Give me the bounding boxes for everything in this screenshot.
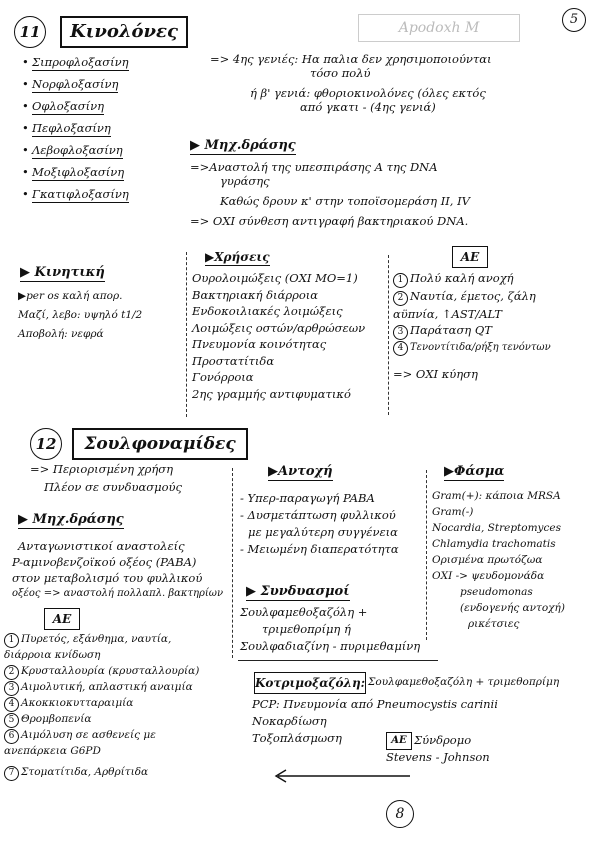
ae-badge: ΑΕ bbox=[386, 732, 412, 750]
list-item: Πνευμονία κοινότητας bbox=[192, 337, 327, 351]
list-item: • Σιπροφλοξασίνη bbox=[22, 55, 129, 77]
kinetics-heading: ▶ Κινητική bbox=[20, 265, 105, 280]
list-item: • Οφλοξασίνη bbox=[22, 99, 129, 121]
section-11-number: 11 bbox=[14, 16, 46, 48]
arrow-icon: ▶ bbox=[190, 138, 205, 153]
resistance-text: - Υπερ-παραγωγή PABA - Δυσμετάπτωση φυλλικού με μεγαλύτερη συγγένεια - Μειωμένη διαπερατότητα bbox=[240, 491, 399, 556]
divider bbox=[186, 252, 187, 417]
cotrimoxazole-uses: PCP: Πνευμονία από Pneumocystis carinii Νοκαρδίωση Τοξοπλάσμωση bbox=[252, 697, 498, 745]
arrow-left-icon bbox=[272, 768, 412, 787]
section-12-title: Σουλφοναμίδες bbox=[72, 428, 248, 460]
section-11-title: Κινολόνες bbox=[60, 16, 188, 48]
list-item: 2ης γραμμής αντιφυματικό bbox=[192, 386, 351, 401]
quinolone-list bbox=[22, 55, 129, 209]
list-item: 2 Κρυσταλλουρία (κρυσταλλουρία) bbox=[4, 664, 219, 680]
uses-list bbox=[192, 270, 365, 402]
arrow-icon: ▶ bbox=[18, 290, 27, 302]
divider bbox=[232, 468, 233, 658]
list-item: Ουρολοιμώξεις (ΟΧΙ ΜΟ=1) bbox=[192, 271, 358, 285]
divider bbox=[238, 660, 438, 661]
divider bbox=[426, 470, 427, 640]
page-number-bottom: 8 bbox=[386, 800, 414, 828]
generation-note: => 4ης γενιές: Ηα παλια δεν χρησιμοποιούνται τόσο πολύ ή β' γενιά: φθοριοκινολόνες (όλες εκτός από γκατι - (4ης γενιά) bbox=[210, 52, 492, 114]
cotrimoxazole-ae: Σύνδρομο Stevens - Johnson bbox=[386, 733, 490, 764]
list-item: Γονόρροια bbox=[192, 370, 254, 384]
ae-list bbox=[393, 270, 583, 382]
list-item: 6 Αιμόλυση σε ασθενείς με ανεπάρκεια G6PD bbox=[4, 728, 156, 757]
cotrimoxazole-title: Κοτριμοξαζόλη: bbox=[254, 672, 366, 694]
list-item: 4 Ακοκκιοκυτταραιμία bbox=[4, 696, 219, 712]
list-item: • Νορφλοξασίνη bbox=[22, 77, 129, 99]
spectrum-heading: ▶Φάσμα bbox=[444, 464, 505, 479]
uses-heading: ▶Χρήσεις bbox=[205, 250, 270, 264]
list-item: 1 Πολύ καλή ανοχή bbox=[393, 270, 583, 288]
kinetics-text: ▶per os καλή απορ. Μαζί, λεβο: υψηλό t1/2 Αποβολή: νεφρά bbox=[18, 290, 143, 340]
arrow-icon: ▶ bbox=[205, 250, 215, 264]
combinations-text: Σουλφαμεθοξαζόλη + τριμεθοπρίμη ή Σουλφαδιαζίνη - πυριμεθαμίνη bbox=[240, 605, 421, 653]
ae-badge: ΑΕ bbox=[452, 246, 488, 268]
list-item: Προστατίτιδα bbox=[192, 353, 275, 368]
list-item: 7 Στοματίτιδα, Αρθρίτιδα bbox=[4, 765, 219, 781]
list-item: Βακτηριακή διάρροια bbox=[192, 287, 319, 302]
ae-list bbox=[4, 632, 219, 781]
page-number-top: 5 bbox=[562, 8, 586, 32]
list-item: • Γκατιφλοξασίνη bbox=[22, 187, 129, 209]
list-item: • Μοξιφλοξασίνη bbox=[22, 165, 129, 187]
divider bbox=[388, 255, 389, 415]
list-item: • Λεβοφλοξασίνη bbox=[22, 143, 129, 165]
list-item: 3 Αιμολυτική, απλαστική αναιμία bbox=[4, 680, 219, 696]
resistance-heading: ▶Αντοχή bbox=[268, 464, 333, 479]
mechanism-text: =>Αναστολή της υπεσπιράσης Α της DNA γυράσης Καθώς δρουν κ' στην τοποϊσομεράση ΙΙ, IV => ΟΧΙ σύνθεση αντιγραφή βακτηριακού DNA. bbox=[190, 160, 470, 228]
arrow-icon: ▶ bbox=[246, 584, 261, 599]
mechanism-heading: ▶ Μηχ.δράσης bbox=[18, 512, 124, 527]
watermark-stamp: Apodoxh M bbox=[358, 14, 520, 42]
section-12-number: 12 bbox=[30, 428, 62, 460]
list-item: Ενδοκοιλιακές λοιμώξεις bbox=[192, 304, 343, 318]
list-item: 2 Ναυτία, έμετος, ζάλη αϋπνία, ↑AST/ALT bbox=[393, 289, 536, 321]
arrow-icon: ▶ bbox=[268, 464, 278, 479]
intro-note: => Περιορισμένη χρήση Πλέον σε συνδυασμούς bbox=[30, 462, 182, 494]
mechanism-text: Ανταγωνιστικοί αναστολείς P-αμινοβενζοϊκού οξέος (PABA) στον μεταβολισμό του φυλλικού οξέος => αναστολή πολλαπλ. βακτηρίων bbox=[12, 539, 224, 599]
list-item: 1 Πυρετός, εξάνθημα, ναυτία, διάρροια κνίδωση bbox=[4, 633, 172, 661]
list-item: => ΟΧΙ κύηση bbox=[393, 367, 478, 381]
list-item: Λοιμώξεις οστών/αρθρώσεων bbox=[192, 320, 366, 335]
arrow-icon: ▶ bbox=[20, 265, 35, 280]
arrow-icon: ▶ bbox=[444, 464, 454, 479]
list-item: 4 Τενοντίτιδα/ρήξη τενόντων bbox=[393, 340, 583, 356]
list-item: 3 Παράταση QT bbox=[393, 322, 583, 340]
list-item: • Πεφλοξασίνη bbox=[22, 121, 129, 143]
list-item: 5 Θρομβοπενία bbox=[4, 712, 219, 728]
ae-badge: ΑΕ bbox=[44, 608, 80, 630]
spectrum-text: Gram(+): κάποια MRSA Gram(-) Nocardia, Streptomyces Chlamydia trachomatis Ορισμένα πρωτόζωα ΟΧΙ -> ψευδομονάδα pseudomonas (ενδογενής αντοχή) ρικέτσιες bbox=[432, 490, 565, 630]
combinations-heading: ▶ Συνδυασμοί bbox=[246, 584, 350, 599]
cotrimoxazole-definition: Σουλφαμεθοξαζόλη + τριμεθοπρίμη bbox=[368, 676, 560, 688]
arrow-icon: ▶ bbox=[18, 512, 33, 527]
mechanism-heading: ▶ Μηχ.δράσης bbox=[190, 138, 296, 153]
